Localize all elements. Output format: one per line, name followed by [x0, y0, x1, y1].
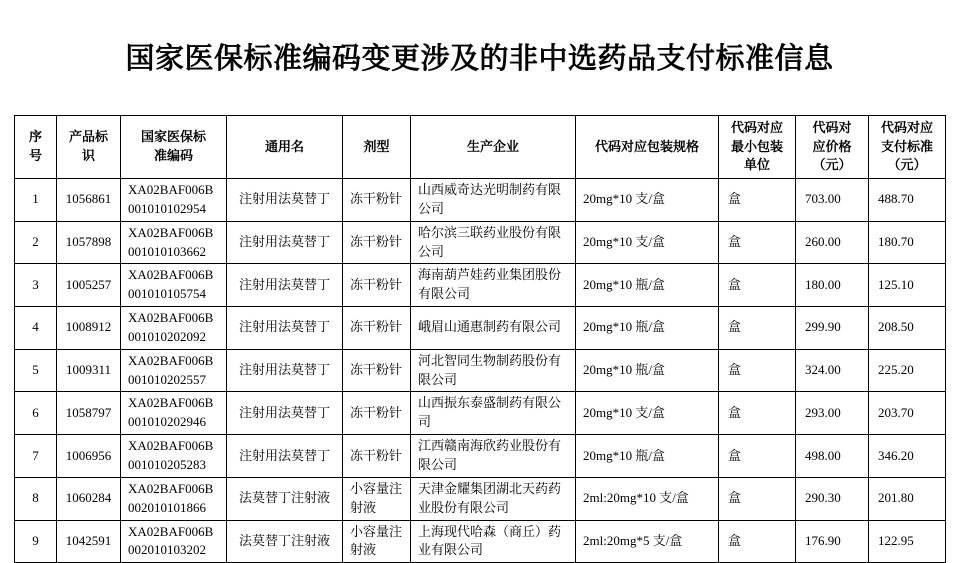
table-cell: 20mg*10 支/盒 [576, 179, 719, 222]
table-cell: 122.95 [869, 520, 946, 563]
table-body [15, 179, 946, 563]
table-cell: 冻干粉针 [343, 435, 411, 478]
column-header: 产品标识 [57, 116, 121, 179]
table-cell: 225.20 [869, 349, 946, 392]
table-cell: 20mg*10 瓶/盒 [576, 349, 719, 392]
table-row [15, 435, 946, 478]
table-cell: 703.00 [796, 179, 869, 222]
table-cell: 2ml:20mg*5 支/盒 [576, 520, 719, 563]
table-cell: 海南葫芦娃药业集团股份有限公司 [411, 264, 576, 307]
table-row [15, 392, 946, 435]
table-cell: 2 [15, 221, 57, 264]
table-cell: 1 [15, 179, 57, 222]
table-cell: 5 [15, 349, 57, 392]
table-cell: 冻干粉针 [343, 307, 411, 350]
table-cell: 小容量注射液 [343, 520, 411, 563]
table-cell: 3 [15, 264, 57, 307]
table-cell: 346.20 [869, 435, 946, 478]
table-cell: 20mg*10 瓶/盒 [576, 307, 719, 350]
table-cell: 20mg*10 支/盒 [576, 392, 719, 435]
table-cell: 488.70 [869, 179, 946, 222]
table-cell: 1006956 [57, 435, 121, 478]
page-title: 国家医保标准编码变更涉及的非中选药品支付标准信息 [125, 43, 834, 75]
table-cell: XA02BAF006B001010202946 [121, 392, 227, 435]
table-cell: 天津金耀集团湖北天药药业股份有限公司 [411, 477, 576, 520]
table-cell: 法莫替丁注射液 [227, 520, 343, 563]
table-cell: 1042591 [57, 520, 121, 563]
table-cell: 冻干粉针 [343, 179, 411, 222]
table-cell: 299.90 [796, 307, 869, 350]
table-cell: 小容量注射液 [343, 477, 411, 520]
table-cell: 注射用法莫替丁 [227, 221, 343, 264]
table-cell: 注射用法莫替丁 [227, 179, 343, 222]
table-cell: 盒 [719, 221, 796, 264]
table-row [15, 179, 946, 222]
table-cell: 290.30 [796, 477, 869, 520]
table-row [15, 221, 946, 264]
table-cell: XA02BAF006B002010103202 [121, 520, 227, 563]
column-header: 序号 [15, 116, 57, 179]
table-cell: 冻干粉针 [343, 221, 411, 264]
table-cell: 180.00 [796, 264, 869, 307]
table-cell: 冻干粉针 [343, 392, 411, 435]
table-cell: XA02BAF006B001010205283 [121, 435, 227, 478]
column-header: 生产企业 [411, 116, 576, 179]
table-cell: 260.00 [796, 221, 869, 264]
table-cell: 9 [15, 520, 57, 563]
table-cell: 1058797 [57, 392, 121, 435]
table-cell: 203.70 [869, 392, 946, 435]
table-cell: 20mg*10 支/盒 [576, 221, 719, 264]
table-cell: 盒 [719, 392, 796, 435]
table-cell: 冻干粉针 [343, 264, 411, 307]
column-header: 代码对应价格（元） [796, 116, 869, 179]
table-cell: 1060284 [57, 477, 121, 520]
table-cell: 哈尔滨三联药业股份有限公司 [411, 221, 576, 264]
table-cell: 注射用法莫替丁 [227, 264, 343, 307]
table-cell: 山西威奇达光明制药有限公司 [411, 179, 576, 222]
table-cell: 4 [15, 307, 57, 350]
table-row [15, 477, 946, 520]
table-cell: 1009311 [57, 349, 121, 392]
table-cell: 盒 [719, 179, 796, 222]
table-cell: 江西赣南海欣药业股份有限公司 [411, 435, 576, 478]
table-cell: 注射用法莫替丁 [227, 349, 343, 392]
table-cell: 冻干粉针 [343, 349, 411, 392]
table-cell: 山西振东泰盛制药有限公司 [411, 392, 576, 435]
table-cell: XA02BAF006B001010105754 [121, 264, 227, 307]
table-row [15, 520, 946, 563]
table-cell: 6 [15, 392, 57, 435]
table-cell: 293.00 [796, 392, 869, 435]
table-row [15, 349, 946, 392]
table-cell: XA02BAF006B001010202092 [121, 307, 227, 350]
table-cell: 1005257 [57, 264, 121, 307]
payment-standard-table [14, 115, 946, 563]
table-cell: 法莫替丁注射液 [227, 477, 343, 520]
table-cell: 1056861 [57, 179, 121, 222]
table-cell: 20mg*10 瓶/盒 [576, 264, 719, 307]
table-cell: 176.90 [796, 520, 869, 563]
table-cell: 盒 [719, 435, 796, 478]
table-cell: 注射用法莫替丁 [227, 307, 343, 350]
column-header: 剂型 [343, 116, 411, 179]
table-cell: 20mg*10 瓶/盒 [576, 435, 719, 478]
table-cell: 注射用法莫替丁 [227, 435, 343, 478]
table-cell: 208.50 [869, 307, 946, 350]
table-head [15, 116, 946, 179]
column-header: 代码对应最小包装单位 [719, 116, 796, 179]
table-cell: 盒 [719, 264, 796, 307]
table-cell: 1057898 [57, 221, 121, 264]
column-header: 代码对应支付标准（元） [869, 116, 946, 179]
table-cell: 8 [15, 477, 57, 520]
table-cell: 1008912 [57, 307, 121, 350]
table-cell: 盒 [719, 520, 796, 563]
table-cell: 注射用法莫替丁 [227, 392, 343, 435]
table-row [15, 264, 946, 307]
table-cell: 125.10 [869, 264, 946, 307]
table-cell: 201.80 [869, 477, 946, 520]
table-cell: 峨眉山通惠制药有限公司 [411, 307, 576, 350]
table-row [15, 307, 946, 350]
column-header: 代码对应包装规格 [576, 116, 719, 179]
table-cell: XA02BAF006B001010102954 [121, 179, 227, 222]
column-header: 通用名 [227, 116, 343, 179]
table-cell: 2ml:20mg*10 支/盒 [576, 477, 719, 520]
table-cell: 盒 [719, 349, 796, 392]
table-cell: 河北智同生物制药股份有限公司 [411, 349, 576, 392]
table-cell: XA02BAF006B001010103662 [121, 221, 227, 264]
table-cell: XA02BAF006B001010202557 [121, 349, 227, 392]
header-row [15, 116, 946, 179]
table-cell: 498.00 [796, 435, 869, 478]
table-cell: 180.70 [869, 221, 946, 264]
table-cell: 盒 [719, 477, 796, 520]
table-cell: 324.00 [796, 349, 869, 392]
column-header: 国家医保标准编码 [121, 116, 227, 179]
table-cell: 上海现代哈森（商丘）药业有限公司 [411, 520, 576, 563]
table-cell: 盒 [719, 307, 796, 350]
table-cell: 7 [15, 435, 57, 478]
table-cell: XA02BAF006B002010101866 [121, 477, 227, 520]
